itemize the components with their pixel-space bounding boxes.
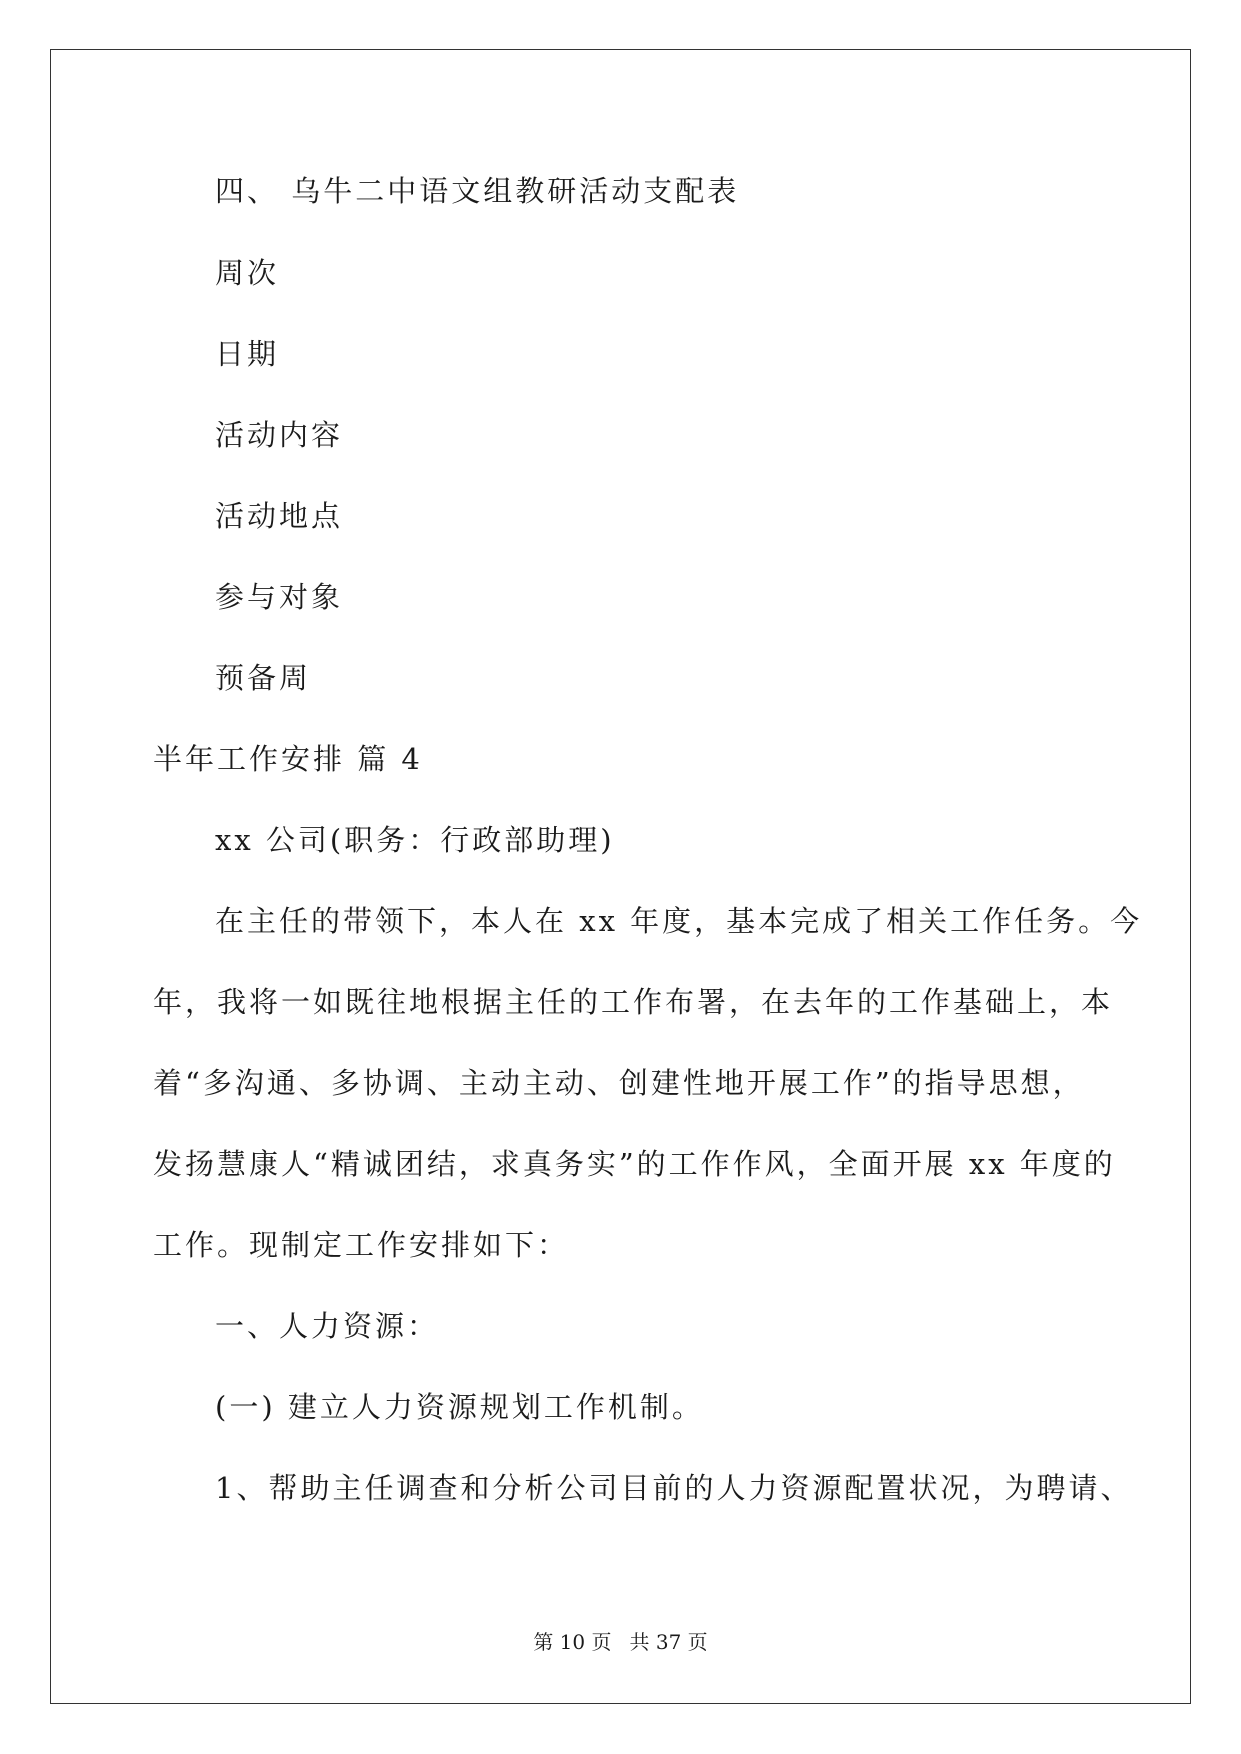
paragraph-line: 年，我将一如既往地根据主任的工作布署，在去年的工作基础上，本: [153, 985, 1114, 1019]
page-total: 共 37 页: [629, 1630, 708, 1654]
page-footer: [0, 1628, 1241, 1656]
list-item: 1、帮助主任调查和分析公司目前的人力资源配置状况，为聘请、: [215, 1471, 1133, 1505]
page-number: 第 10 页: [533, 1630, 612, 1654]
subheading-item: (一) 建立人力资源规划工作机制。: [215, 1390, 704, 1424]
table-header-date: 日期: [215, 337, 280, 371]
paragraph-line: 工作。现制定工作安排如下：: [153, 1228, 570, 1262]
section-heading: 四、 乌牛二中语文组教研活动支配表: [215, 174, 740, 208]
table-header-location: 活动地点: [215, 499, 344, 533]
table-header-participants: 参与对象: [215, 580, 344, 614]
article-title: 半年工作安排 篇 4: [153, 742, 423, 776]
table-header-content: 活动内容: [215, 418, 344, 452]
subheading-hr: 一、人力资源：: [215, 1309, 440, 1343]
paragraph-line: 着“多沟通、多协调、主动主动、创建性地开展工作”的指导思想，: [153, 1066, 1085, 1100]
company-line: xx 公司(职务：行政部助理): [215, 823, 615, 857]
page-border: [50, 49, 1191, 1704]
paragraph-line: 在主任的带领下，本人在 xx 年度，基本完成了相关工作任务。今: [215, 904, 1143, 938]
paragraph-line: 发扬慧康人“精诚团结，求真务实”的工作作风，全面开展 xx 年度的: [153, 1147, 1116, 1181]
table-cell-prep-week: 预备周: [215, 661, 312, 695]
table-header-week: 周次: [215, 256, 280, 290]
